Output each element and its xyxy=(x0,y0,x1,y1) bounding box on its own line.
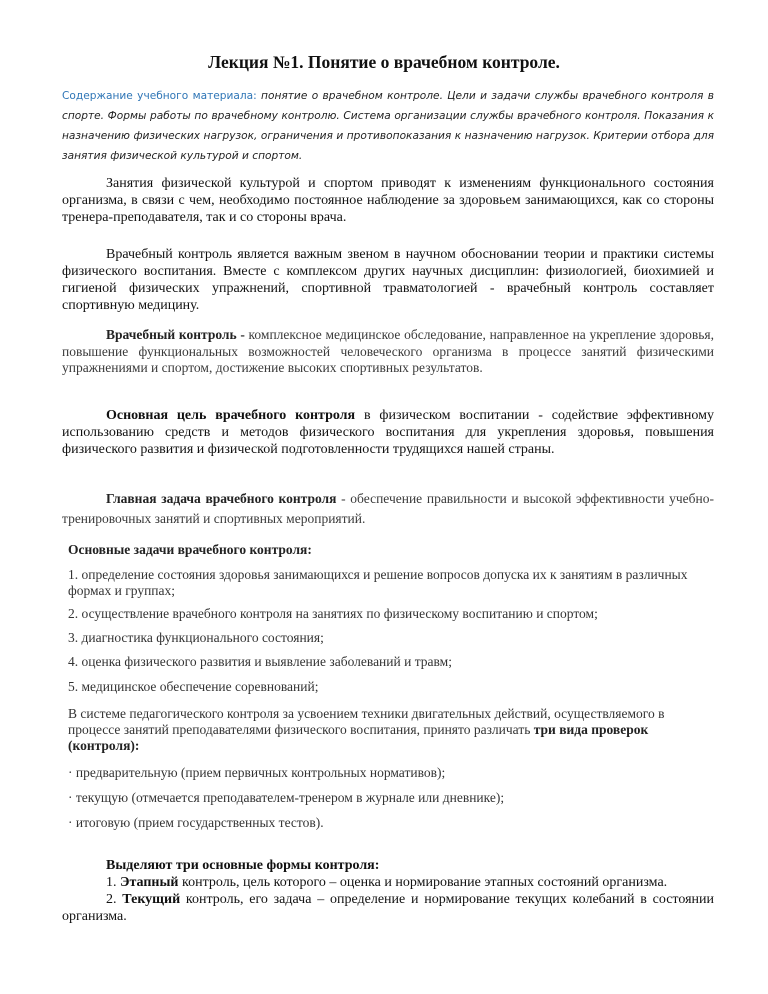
task-item-3: 3. диагностика функционального состояния; xyxy=(68,630,324,645)
sports-medicine-paragraph: Врачебный контроль является важным звеном в научном обосновании теории и практики системы физического воспитания. Вместе с комплексом других научных дисциплин: физиологией, биохимией и гигиеной физических упражнений, спортивной травматологией - врачебный контроль составляет спортивную медицину. xyxy=(62,247,714,313)
task-item-4: 4. оценка физического развития и выявление заболеваний и травм; xyxy=(68,654,452,669)
pedagogical-paragraph xyxy=(68,706,668,754)
definition-text: комплексное медицинское обследование, направленное на укрепление здоровья, повышение функциональных возможностей человеческого организма в процессе занятий физическими упражнениями и спортом, достижение высоких спортивных результатов. xyxy=(62,327,714,375)
goal-term: Основная цель врачебного контроля xyxy=(106,408,356,423)
intro-paragraph: Занятия физической культурой и спортом приводят к изменениям функционального состояния организма, в связи с чем, необходимо постоянное наблюдение за здоровьем занимающихся, как со стороны тренера-преподавателя, так и со стороны врача. xyxy=(62,176,714,225)
pedagogical-text: В системе педагогического контроля за усвоением техники двигательных действий, осуществляемого в процессе занятий преподавателями физического воспитания, принято различать xyxy=(68,706,665,737)
goal-paragraph xyxy=(62,407,714,458)
definition-paragraph xyxy=(62,327,714,377)
form-item-1-term: Этапный xyxy=(120,875,179,890)
form-item-2-num: 2. xyxy=(106,892,117,907)
check-item-2: · текущую (отмечается преподавателем-тренером в журнале или дневнике); xyxy=(68,790,505,805)
lecture-title: Лекция №1. Понятие о врачебном контроле. xyxy=(208,52,560,72)
contents-text: понятие о врачебном контроле. Цели и задачи службы врачебного контроля в спорте. Формы работы по врачебному контролю. Система организации службы врачебного контроля. Показания к назначению физических нагрузок, ограничения и противопоказания к назначению нагрузок. Критерии отбора для занятия физической культурой и спортом. xyxy=(62,90,714,162)
pedagogical-bold: три вида проверок (контроля): xyxy=(68,722,649,753)
definition-term: Врачебный контроль - xyxy=(106,327,245,342)
task-item-5: 5. медицинское обеспечение соревнований; xyxy=(68,679,319,694)
form-item-1-num: 1. xyxy=(106,875,117,890)
check-item-1: · предварительную (прием первичных контрольных нормативов); xyxy=(68,765,446,780)
contents-summary xyxy=(62,86,714,166)
form-item-1 xyxy=(62,874,714,891)
form-item-2 xyxy=(62,891,714,925)
task-item-2: 2. осуществление врачебного контроля на занятиях по физическому воспитанию и спортом; xyxy=(68,606,598,621)
check-item-3: · итоговую (прием государственных тестов). xyxy=(68,815,324,830)
goal-text: в физическом воспитании - содействие эффективному использованию средств и методов физического воспитания для укрепления здоровья, повышения физического развития и физической подготовленности трудящихся нашей страны. xyxy=(62,408,715,457)
form-item-2-term: Текущий xyxy=(122,892,181,907)
forms-section xyxy=(62,857,714,925)
forms-heading: Выделяют три основные формы контроля: xyxy=(106,858,380,873)
contents-label: Содержание учебного материала: xyxy=(62,90,257,102)
task-paragraph xyxy=(62,489,714,529)
task-item-1: 1. определение состояния здоровья занимающихся и решение вопросов допуска их к занятиям в различных формах и группах; xyxy=(68,567,688,598)
tasks-heading: Основные задачи врачебного контроля: xyxy=(68,542,312,557)
form-item-1-text: контроль, цель которого – оценка и нормирование этапных состояний организма. xyxy=(178,875,668,890)
task-term: Главная задача врачебного контроля xyxy=(106,491,337,506)
form-item-2-text: контроль, его задача – определение и нормирование текущих колебаний в состоянии организма. xyxy=(62,892,715,924)
task-text: - обеспечение правильности и высокой эффективности учебно-тренировочных занятий и спортивных мероприятий. xyxy=(62,491,714,526)
